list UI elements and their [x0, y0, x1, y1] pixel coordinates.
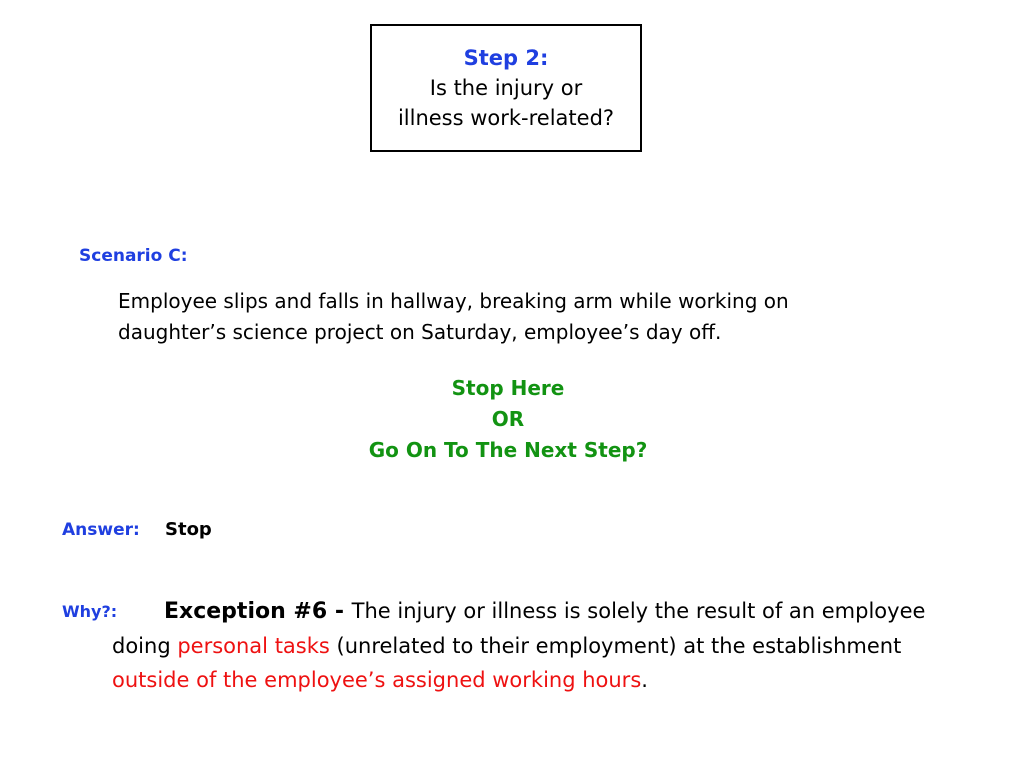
- why-text-part3: .: [641, 668, 648, 692]
- why-label: Why?:: [62, 602, 118, 621]
- step-box: [370, 24, 642, 152]
- why-highlight-outside-hours: outside of the employee’s assigned working hours: [112, 668, 642, 692]
- exception-title: Exception #6 -: [164, 599, 352, 624]
- decision-line1: Stop Here: [451, 376, 565, 400]
- decision-line3: Go On To The Next Step?: [368, 438, 648, 462]
- step-question-line2: illness work-related?: [397, 106, 615, 130]
- decision-prompt: [0, 373, 1016, 466]
- scenario-label: Scenario C:: [79, 246, 188, 266]
- why-text-part2: (unrelated to their employment) at the establishment: [329, 634, 902, 658]
- answer-label: Answer:: [62, 520, 140, 540]
- why-explanation: [112, 594, 972, 697]
- step-title: Step 2:: [463, 46, 549, 70]
- why-highlight-personal-tasks: personal tasks: [177, 634, 330, 658]
- why-text-part1: The injury or illness is solely the result of an employee doing: [112, 599, 926, 658]
- scenario-text: [118, 286, 938, 348]
- answer-value: Stop: [165, 519, 212, 540]
- scenario-line1: Employee slips and falls in hallway, breaking arm while working on: [118, 289, 789, 313]
- decision-line2: OR: [491, 407, 525, 431]
- scenario-line2: daughter’s science project on Saturday, employee’s day off.: [118, 320, 722, 344]
- step-question-line1: Is the injury or: [429, 76, 583, 100]
